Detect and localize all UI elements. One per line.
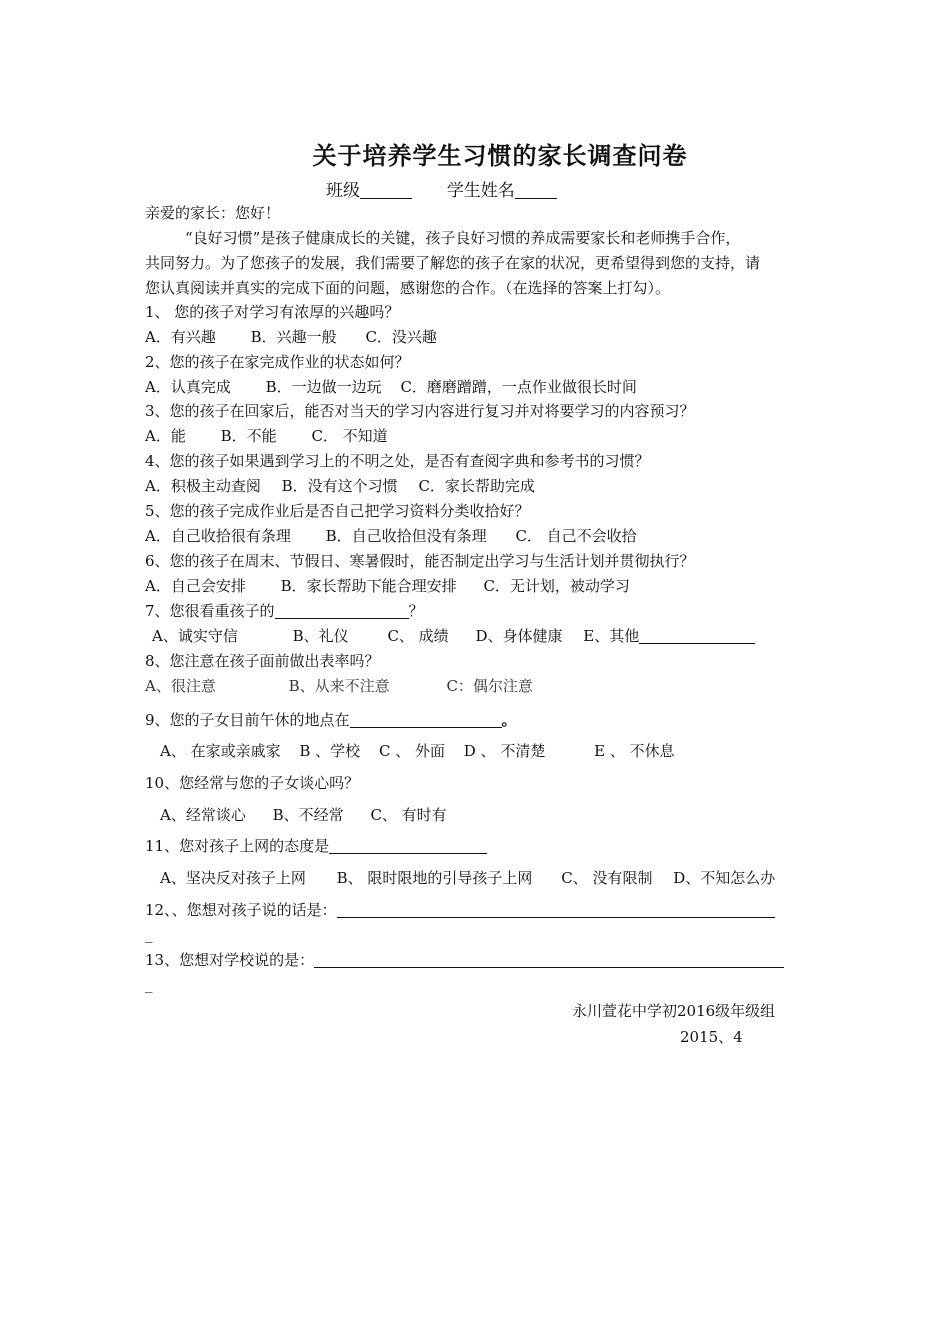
q3-option-b[interactable]: B．不能 [220, 427, 277, 445]
q9-option-d[interactable]: D 、 不清楚 [463, 742, 546, 760]
q5-option-b[interactable]: B．自己收拾但没有条理 [325, 527, 487, 545]
q2-option-c[interactable]: C．磨磨蹭蹭，一点作业做很长时间 [400, 378, 637, 396]
q11-option-c[interactable]: C、 没有限制 [561, 869, 653, 887]
q12-answer-blank[interactable] [337, 901, 775, 918]
q9-prefix: 9、您的子女目前午休的地点在 [145, 711, 350, 729]
q12-text: 12、、您想对孩子说的话是： [145, 901, 337, 919]
q10-option-a[interactable]: A、经常谈心 [160, 806, 246, 824]
intro-line-2: 共同努力。为了您孩子的发展，我们需要了解您的孩子在家的状况，更希望得到您的支持，请 [145, 254, 761, 272]
question-6: 6、您的孩子在周末、节假日、寒暑假时，能否制定出学习与生活计划并贯彻执行？ [145, 552, 695, 570]
question-3: 3、您的孩子在回家后，能否对当天的学习内容进行复习并对将要学习的内容预习？ [145, 402, 695, 420]
question-11-options [160, 868, 775, 888]
q11-option-a[interactable]: A、坚决反对孩子上网 [160, 869, 306, 887]
footer-org: 永川萱花中学初2016级年级组 [572, 1002, 776, 1020]
question-12 [145, 900, 775, 920]
q1-option-c[interactable]: C．没兴趣 [365, 328, 437, 346]
q7-suffix: ？ [408, 602, 424, 620]
q4-option-b[interactable]: B．没有这个习惯 [281, 477, 398, 495]
q6-option-b[interactable]: B．家长帮助下能合理安排 [280, 577, 457, 595]
q5-option-c[interactable]: C． 自己不会收拾 [515, 527, 637, 545]
question-13 [145, 950, 784, 970]
question-2-options [145, 377, 637, 397]
q11-text: 11、您对孩子上网的态度是 [145, 837, 330, 855]
question-11 [145, 836, 487, 856]
q7-option-a[interactable]: A、诚实守信 [152, 627, 238, 645]
question-6-options [145, 576, 630, 596]
student-name-label: 学生姓名 [446, 181, 515, 201]
question-5: 5、您的孩子完成作业后是否自己把学习资料分类收拾好？ [145, 502, 530, 520]
class-blank[interactable] [360, 182, 412, 199]
q3-option-c[interactable]: C． 不知道 [311, 427, 388, 445]
question-5-options [145, 526, 637, 546]
greeting: 亲爱的家长：您好！ [145, 204, 281, 222]
q13-answer-blank[interactable] [314, 951, 784, 968]
q6-option-c[interactable]: C．无计划，被动学习 [483, 577, 630, 595]
q10-option-c[interactable]: C、 有时有 [370, 806, 447, 824]
footer-date: 2015、4 [680, 1028, 743, 1046]
q7-option-d[interactable]: D、身体健康 [475, 627, 563, 645]
question-10-options [160, 805, 447, 825]
q4-option-c[interactable]: C．家长帮助完成 [418, 477, 535, 495]
q11-option-d[interactable]: D、不知怎么办 [673, 869, 776, 887]
question-9-options [160, 741, 675, 761]
question-1: 1、 您的孩子对学习有浓厚的兴趣吗？ [145, 303, 400, 321]
q1-option-a[interactable]: A．有兴趣 [145, 328, 216, 346]
question-8: 8、您注意在孩子面前做出表率吗？ [145, 652, 380, 670]
q7-option-e[interactable]: E、其他 [583, 627, 640, 645]
q4-option-a[interactable]: A．积极主动查阅 [145, 477, 261, 495]
student-name-blank[interactable] [515, 182, 557, 199]
q2-option-b[interactable]: B．一边做一边玩 [265, 378, 382, 396]
q10-option-b[interactable]: B、不经常 [272, 806, 344, 824]
q9-option-a[interactable]: A、 在家或亲戚家 [160, 742, 281, 760]
q5-option-a[interactable]: A．自己收拾很有条理 [145, 527, 291, 545]
q7-prefix: 7、您很看重孩子的 [145, 602, 275, 620]
question-8-options [145, 676, 533, 696]
page-title: 关于培养学生习惯的家长调查问卷 [312, 141, 688, 170]
question-10: 10、您经常与您的子女谈心吗？ [145, 774, 360, 792]
question-4-options [145, 476, 535, 496]
q6-option-a[interactable]: A．自己会安排 [145, 577, 246, 595]
q11-blank[interactable] [329, 837, 487, 854]
question-2: 2、您的孩子在家完成作业的状态如何？ [145, 353, 410, 371]
q13-text: 13、您想对学校说的是： [145, 951, 315, 969]
q9-blank[interactable] [350, 711, 502, 728]
q8-option-a[interactable]: A、很注意 [145, 677, 216, 695]
q13-trailing-mark: _ [145, 975, 153, 993]
q9-option-e[interactable]: E 、 不休息 [594, 742, 675, 760]
question-9 [145, 710, 517, 730]
q8-option-c[interactable]: C：偶尔注意 [446, 677, 533, 695]
q11-option-b[interactable]: B、 限时限地的引导孩子上网 [336, 869, 533, 887]
intro-line-3: 您认真阅读并真实的完成下面的问题，感谢您的合作。（在选择的答案上打勾）。 [145, 279, 671, 297]
q8-option-b[interactable]: B、从来不注意 [288, 677, 390, 695]
intro-line-1: “良好习惯”是孩子健康成长的关键，孩子良好习惯的养成需要家长和老师携手合作， [185, 229, 741, 247]
student-info-line [326, 176, 557, 201]
q9-suffix: 。 [501, 711, 517, 729]
q7-other-blank[interactable] [639, 627, 755, 644]
question-7 [145, 601, 424, 621]
question-7-options [152, 626, 755, 646]
class-label: 班级 [326, 181, 360, 201]
q1-option-b[interactable]: B．兴趣一般 [250, 328, 337, 346]
q2-option-a[interactable]: A．认真完成 [145, 378, 231, 396]
q12-trailing-mark: _ [145, 925, 153, 943]
q9-option-c[interactable]: C 、 外面 [378, 742, 445, 760]
q7-blank[interactable] [275, 602, 409, 619]
q9-option-b[interactable]: B 、学校 [299, 742, 361, 760]
question-4: 4、您的孩子如果遇到学习上的不明之处，是否有查阅字典和参考书的习惯？ [145, 452, 650, 470]
q7-option-c[interactable]: C、 成绩 [387, 627, 449, 645]
question-1-options [145, 327, 437, 347]
question-3-options [145, 426, 388, 446]
q7-option-b[interactable]: B、礼仪 [292, 627, 349, 645]
q3-option-a[interactable]: A．能 [145, 427, 186, 445]
